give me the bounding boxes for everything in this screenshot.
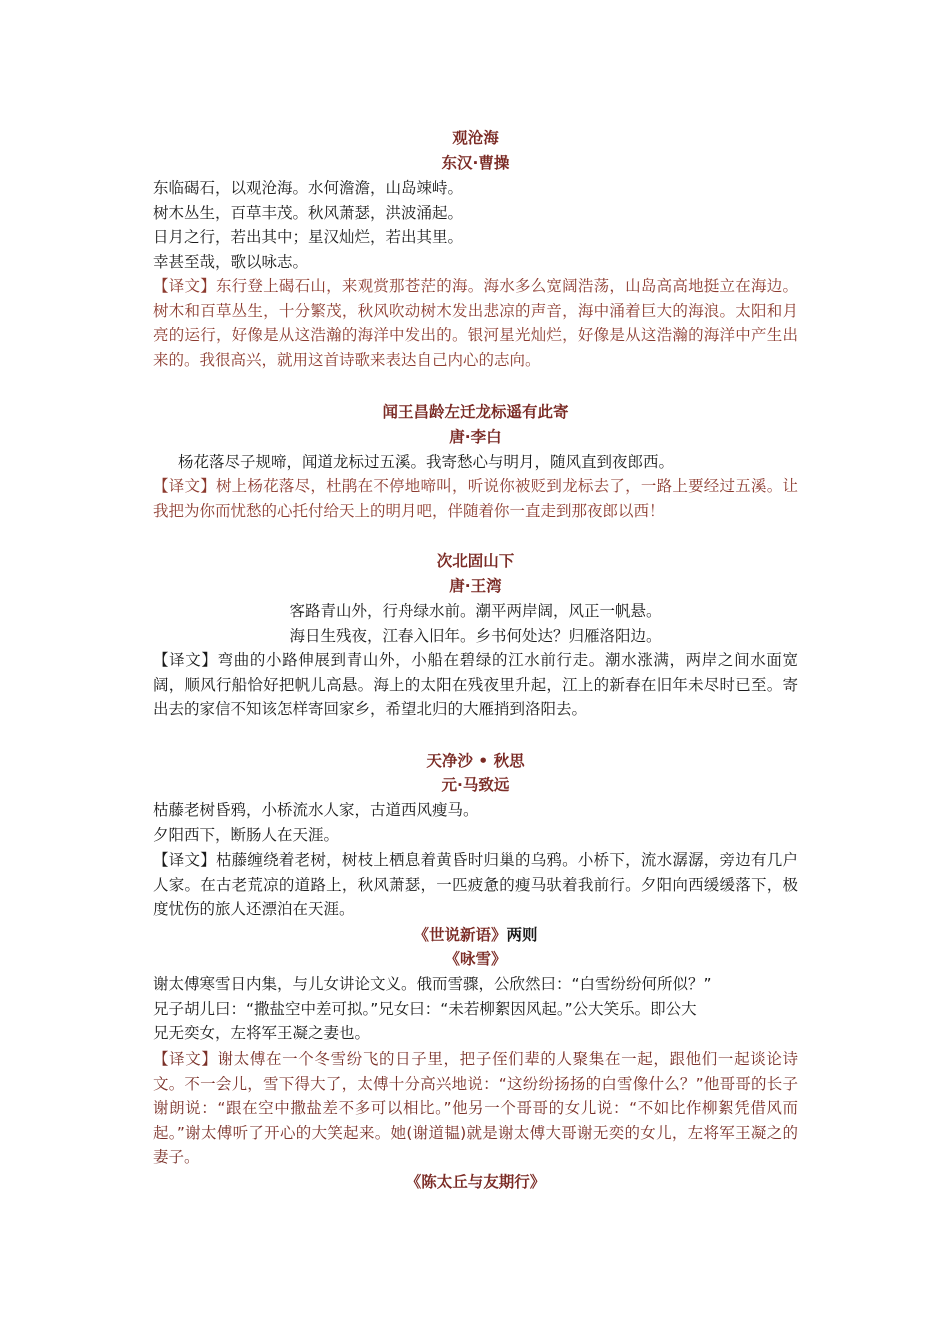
piece-translation: 【译文】谢太傅在一个冬雪纷飞的日子里，把子侄们辈的人聚集在一起，跟他们一起谈论诗文。不一会儿，雪下得大了，太傅十分高兴地说：“这纷纷扬扬的白雪像什么？”他哥哥的长子谢朗说：“跟在空中撒盐差不多可以相比。”他另一个哥哥的女儿说：“不如比作柳絮凭借风而起。”谢太傅听了开心的大笑起来。她(谢道韫)就是谢太傅大哥谢无奕的女儿，左将军王凝之的妻子。 (153, 1050, 798, 1166)
book-title: 《世说新语》 (413, 926, 507, 944)
piece-line: 兄无奕女，左将军王凝之妻也。 (153, 1024, 371, 1042)
heading-suffix: 两则 (506, 926, 538, 944)
poem-translation: 【译文】弯曲的小路伸展到青山外，小船在碧绿的江水前行走。潮水涨满，两岸之间水面宽阔，顺风行船恰好把帆儿高悬。海上的太阳在残夜里升起，江上的新春在旧年未尽时已至。寄出去的家信不知该怎样寄回家乡，希望北归的大雁捎到洛阳去。 (153, 651, 798, 718)
poem-body (153, 450, 798, 475)
section-heading (153, 923, 798, 948)
poem-author: 唐·王湾 (449, 577, 502, 595)
poem-translation: 【译文】树上杨花落尽，杜鹃在不停地啼叫，听说你被贬到龙标去了，一路上要经过五溪。让我把为你而忧愁的心托付给天上的明月吧，伴随着你一直走到那夜郎以西！ (153, 477, 798, 520)
poem-line: 海日生残夜，江春入旧年。乡书何处达？归雁洛阳边。 (289, 626, 662, 645)
poem-title: 观沧海 (452, 129, 499, 147)
poem-line: 客路青山外，行舟绿水前。潮平两岸阔，风正一帆悬。 (289, 602, 662, 620)
poem-line: 枯藤老树昏鸦，小桥流水人家，古道西风瘦马。 (153, 801, 479, 819)
poem-body (153, 599, 798, 648)
poem-line: 日月之行，若出其中；星汉灿烂，若出其里。 (153, 228, 464, 246)
poem-title: 闻王昌龄左迁龙标遥有此寄 (382, 403, 569, 421)
piece-title: 《陈太丘与友期行》 (405, 1173, 546, 1191)
poem-title: 天净沙 • 秋思 (426, 752, 525, 770)
poem-translation: 【译文】枯藤缠绕着老树，树枝上栖息着黄昏时归巢的乌鸦。小桥下，流水潺潺，旁边有几户人家。在古老荒凉的道路上，秋风萧瑟，一匹疲惫的瘦马驮着我前行。夕阳向西缓缓落下，极度忧伤的旅人还漂泊在天涯。 (153, 851, 798, 918)
poem-author: 东汉·曹操 (441, 154, 510, 172)
piece-line: 谢太傅寒雪日内集，与儿女讲论文义。俄而雪骤，公欣然曰：“白雪纷纷何所似？” (153, 975, 712, 993)
piece-title: 《咏雪》 (444, 950, 507, 968)
poem-author: 元·马致远 (441, 776, 510, 794)
poem-line: 幸甚至哉，歌以咏志。 (153, 252, 309, 271)
poem-line: 夕阳西下，断肠人在天涯。 (153, 825, 340, 844)
poem-body (153, 176, 798, 274)
poem-line: 杨花落尽子规啼，闻道龙标过五溪。我寄愁心与明月，随风直到夜郎西。 (178, 453, 675, 471)
piece-body (153, 972, 798, 1046)
poem-title: 次北固山下 (436, 552, 515, 570)
poem-author: 唐·李白 (449, 428, 502, 446)
poem-body (153, 798, 798, 847)
piece-line: 兄子胡儿曰：“撒盐空中差可拟。”兄女曰：“未若柳絮因风起。”公大笑乐。即公大 (153, 999, 697, 1018)
poem-translation: 【译文】东行登上碣石山，来观赏那苍茫的海。海水多么宽阔浩荡，山岛高高地挺立在海边。树木和百草丛生，十分繁茂，秋风吹动树木发出悲凉的声音，海中涌着巨大的海浪。太阳和月亮的运行，好像是从这浩瀚的海洋中发出的。银河星光灿烂，好像是从这浩瀚的海洋中产生出来的。我很高兴，就用这首诗歌来表达自己内心的志向。 (153, 277, 798, 369)
poem-line: 树木丛生，百草丰茂。秋风萧瑟，洪波涌起。 (153, 203, 464, 222)
poem-line: 东临碣石，以观沧海。水何澹澹，山岛竦峙。 (153, 179, 464, 197)
